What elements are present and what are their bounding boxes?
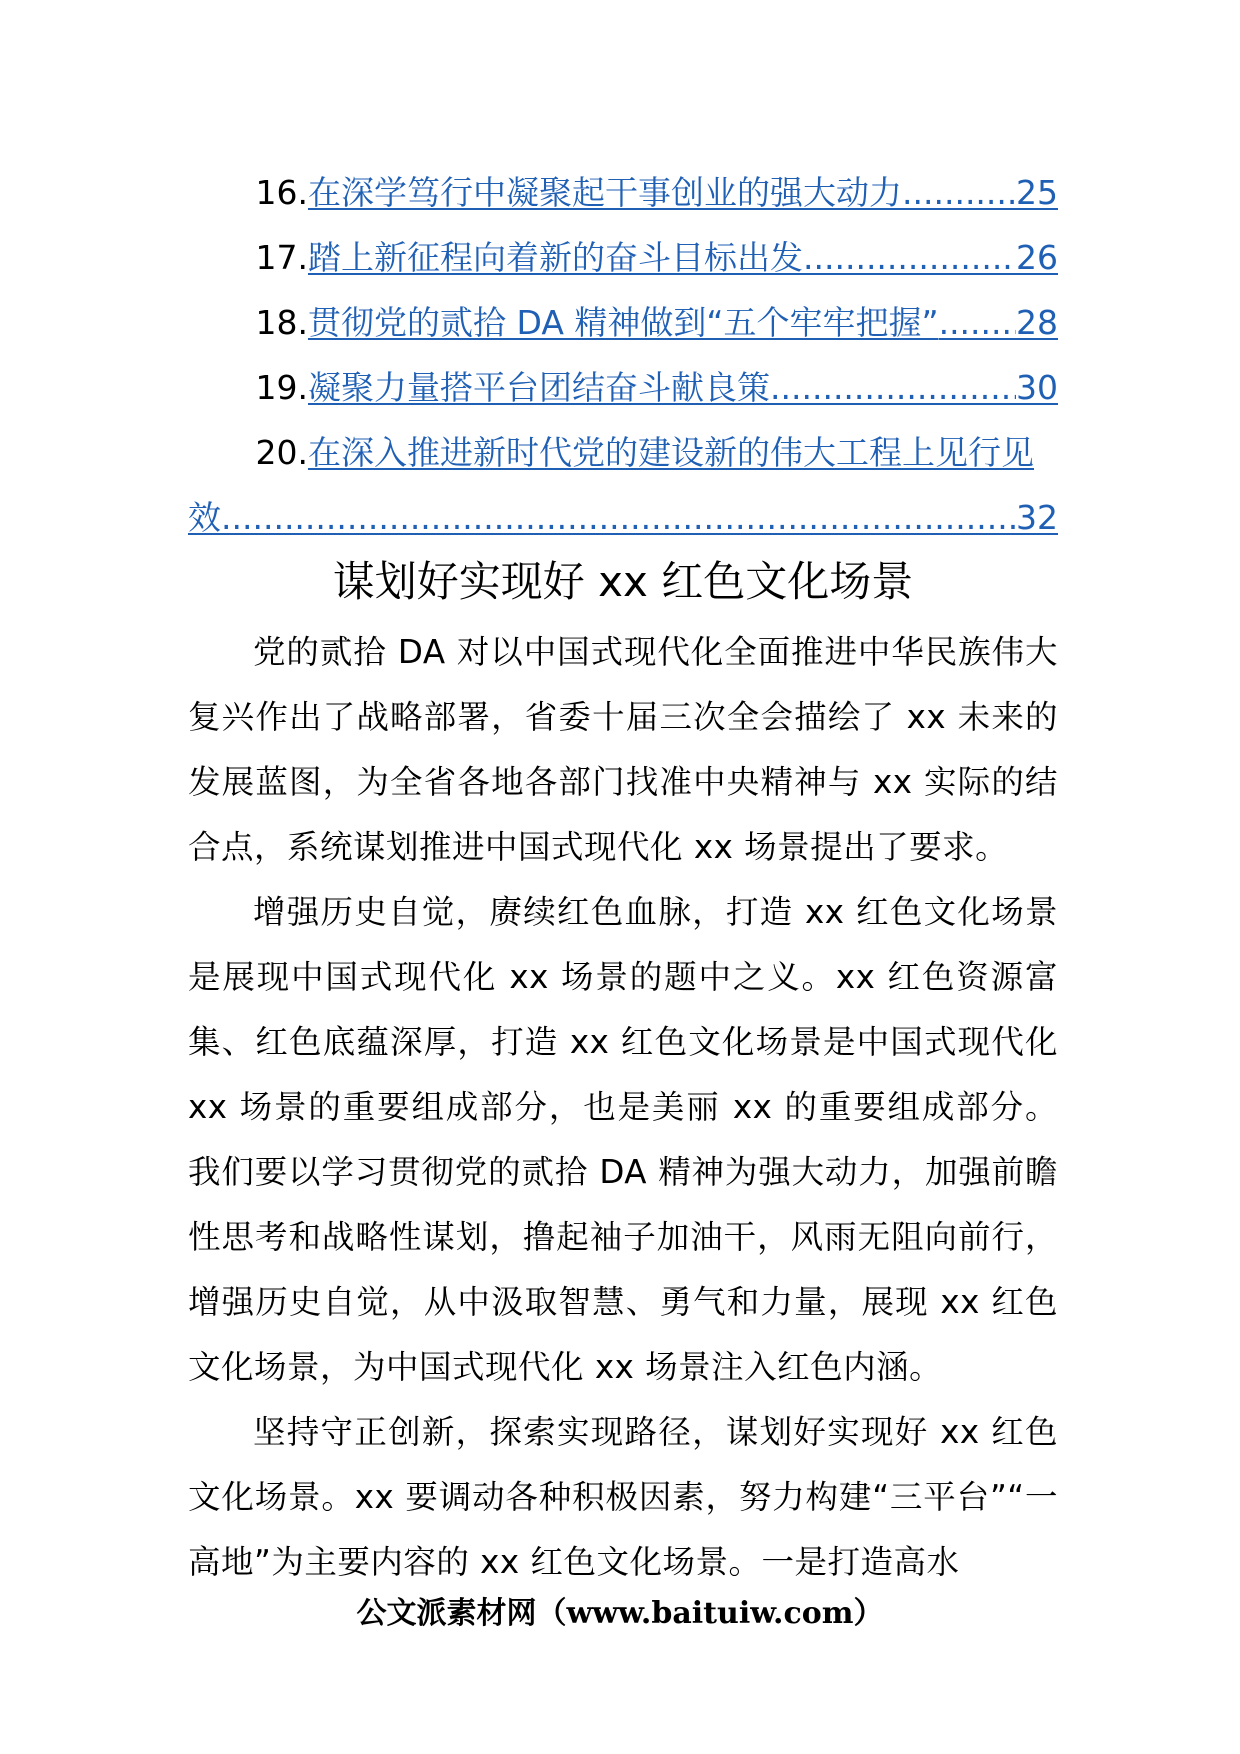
toc-page-number: 32: [1016, 498, 1058, 537]
toc-number: 20.: [255, 433, 308, 472]
toc-leader-dots: [803, 225, 1016, 290]
toc-number: 19.: [255, 368, 308, 407]
toc-link-17[interactable]: [308, 225, 1058, 290]
toc-entry-20-line2: [188, 485, 1058, 550]
toc-title: 在深入推进新时代党的建设新的伟大工程上见行见: [308, 433, 1034, 472]
toc-entry-17: [188, 225, 1058, 290]
article-title: 谋划好实现好 xx 红色文化场景: [332, 557, 914, 606]
toc-leader-dots: [221, 485, 1016, 550]
toc-link-20-continued[interactable]: [188, 485, 1058, 550]
toc-page-number: 25: [1016, 173, 1058, 212]
toc-leader-dots: [939, 290, 1016, 355]
toc-page-number: 28: [1016, 303, 1058, 342]
toc-leader-dots: [770, 355, 1016, 420]
toc-title: 贯彻党的贰拾 DA 精神做到“五个牢牢把握”: [308, 303, 939, 342]
article-paragraph: 坚持守正创新，探索实现路径，谋划好实现好 xx 红色文化场景。xx 要调动各种积极因素，努力构建“三平台”“一高地”为主要内容的 xx 红色文化场景。一是打造高水: [188, 1413, 1058, 1581]
article-paragraph: 党的贰拾 DA 对以中国式现代化全面推进中华民族伟大复兴作出了战略部署，省委十届三次全会描绘了 xx 未来的发展蓝图，为全省各地各部门找准中央精神与 xx 实际的结合点，系统谋划推进中国式现代化 xx 场景提出了要求。: [188, 633, 1058, 866]
article-paragraph: 增强历史自觉，赓续红色血脉，打造 xx 红色文化场景是展现中国式现代化 xx 场景的题中之义。xx 红色资源富集、红色底蕴深厚，打造 xx 红色文化场景是中国式现代化 xx 场景的重要组成部分，也是美丽 xx 的重要组成部分。我们要以学习贯彻党的贰拾 DA 精神为强大动力，加强前瞻性思考和战略性谋划，撸起袖子加油干，风雨无阻向前行，增强历史自觉，从中汲取智慧、勇气和力量，展现 xx 红色文化场景，为中国式现代化 xx 场景注入红色内涵。: [188, 893, 1058, 1386]
toc-number: 18.: [255, 303, 308, 342]
toc-entry-20-line1: [188, 420, 1058, 485]
toc-link-19[interactable]: [308, 355, 1058, 420]
toc-title: 在深学笃行中凝聚起干事创业的强大动力: [308, 173, 902, 212]
toc-number: 17.: [255, 238, 308, 277]
toc-title: 效: [188, 498, 221, 537]
toc-entry-16: [188, 160, 1058, 225]
toc-page-number: 26: [1016, 238, 1058, 277]
toc-number: 16.: [255, 173, 308, 212]
toc-title: 凝聚力量搭平台团结奋斗献良策: [308, 368, 770, 407]
toc-entry-19: [188, 355, 1058, 420]
toc-link-18[interactable]: [308, 290, 1058, 355]
article-body: [188, 620, 1058, 1595]
table-of-contents: [188, 160, 1058, 550]
toc-entry-18: [188, 290, 1058, 355]
page-footer: 公文派素材网（www.baituiw.com）: [356, 1596, 884, 1631]
toc-title: 踏上新征程向着新的奋斗目标出发: [308, 238, 803, 277]
toc-leader-dots: [902, 160, 1016, 225]
toc-link-20[interactable]: [308, 420, 1058, 485]
toc-link-16[interactable]: [308, 160, 1058, 225]
toc-page-number: 30: [1016, 368, 1058, 407]
